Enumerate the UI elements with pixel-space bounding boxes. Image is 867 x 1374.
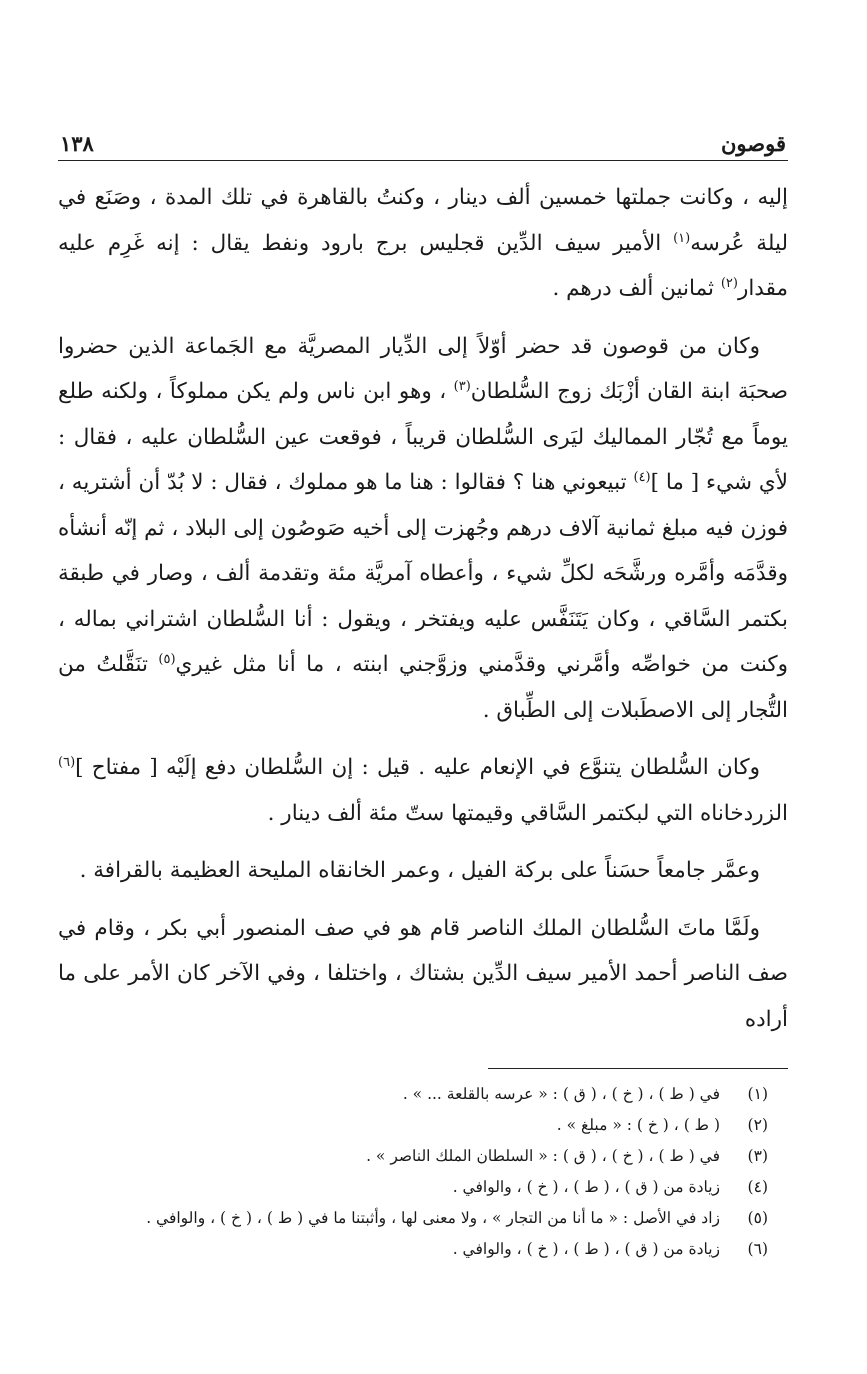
footnote-ref-6[interactable]: (٦) bbox=[58, 754, 76, 770]
main-text bbox=[58, 175, 788, 1042]
footnote-number: (٢) bbox=[747, 1116, 768, 1134]
footnote-text: في ( ط ) ، ( خ ) ، ( ق ) : « السلطان الملك الناصر » . bbox=[366, 1147, 720, 1165]
footnotes bbox=[58, 1079, 788, 1265]
footnote-number: (٥) bbox=[747, 1209, 768, 1227]
footnote-ref-2[interactable]: (٢) bbox=[720, 275, 738, 291]
footnote-item bbox=[58, 1079, 788, 1110]
footnote-divider bbox=[488, 1068, 788, 1069]
text-run: ثمانين ألف درهم . bbox=[552, 276, 721, 301]
page-number: ١٣٨ bbox=[60, 131, 94, 156]
footnote-item bbox=[58, 1234, 788, 1265]
footnote-ref-4[interactable]: (٤) bbox=[633, 469, 651, 485]
footnote-number: (٦) bbox=[747, 1240, 768, 1258]
footnote-item bbox=[58, 1141, 788, 1172]
text-run: الأمير سيف الدِّين قجليس برج بارود ونفط يقال : إنه غَرِم عليه مقدار bbox=[58, 230, 788, 301]
footnote-number: (١) bbox=[747, 1085, 768, 1103]
chapter-title: قوصون bbox=[721, 131, 786, 156]
text-run: وكان السُّلطان يتنوَّع في الإنعام عليه . قيل : إن السُّلطان دفع إلَيْه [ مفتاح ] bbox=[75, 755, 760, 780]
footnote-text: في ( ط ) ، ( خ ) ، ( ق ) : « عرسه بالقلعة ... » . bbox=[402, 1085, 720, 1103]
footnote-item bbox=[58, 1172, 788, 1203]
book-page bbox=[58, 118, 788, 1265]
paragraph-2 bbox=[58, 324, 788, 734]
text-run: ، وهو ابن ناس ولم يكن مملوكاً ، ولكنه طلع يوماً مع تُجّار المماليك ليَرى السُّلطان قريباً ، فوقعت عين السُّلطان عليه ، فقال : لأي شيء [ ما ] bbox=[58, 379, 788, 495]
footnote-number: (٤) bbox=[747, 1178, 768, 1196]
text-run: إليه ، وكانت جملتها خمسين ألف دينار ، وكنتُ بالقاهرة في تلك المدة ، وصَنَع في ليلة عُرسه bbox=[58, 185, 788, 256]
text-run: الزردخاناه التي لبكتمر السَّاقي وقيمتها ستّ مئة ألف دينار . bbox=[267, 800, 788, 826]
footnote-ref-5[interactable]: (٥) bbox=[158, 651, 176, 667]
running-header bbox=[58, 118, 788, 161]
footnote-text: ( ط ) ، ( خ ) : « مبلغ » . bbox=[556, 1116, 720, 1134]
text-run: وكان من قوصون قد حضر أوّلاً إلى الدِّيار المصريَّة مع الجَماعة الذين حضروا صحبَة ابنة القان أزْبَك زوج السُّلطان bbox=[58, 333, 788, 404]
text-run: تبيعوني هنا ؟ فقالوا : هنا ما هو مملوك ، فقال : لا بُدّ أن أشتريه ، فوزن فيه مبلغ ثمانية آلاف درهم وجُهزت إلى أخيه صَوصُون إلى البلاد ، ثم إنّه أنشأه وقدَّمَه وأمَّره ورشَّحَه لكلِّ شيء ، وأعطاه آمريَّة مئة وتقدمة ألف ، وصار في طبقة بكتمر السَّاقي ، وكان يَتَنَفَّس عليه ويفتخر ، ويقول : أنا السُّلطان اشتراني بماله ، وكنت من خواصِّه وأمَّرني وقدَّمني وزوَّجني ابنته ، ما أنا مثل غيري bbox=[58, 470, 788, 677]
footnote-item bbox=[58, 1203, 788, 1234]
paragraph-1 bbox=[58, 175, 788, 312]
footnote-text: زيادة من ( ق ) ، ( ط ) ، ( خ ) ، والوافي . bbox=[452, 1178, 720, 1196]
text-run: تنَقَّلتُ من التُّجار إلى الاصطَبلات إلى الطِّباق . bbox=[58, 652, 788, 723]
paragraph-5 bbox=[58, 906, 788, 1043]
footnote-ref-3[interactable]: (٣) bbox=[453, 378, 471, 394]
footnote-text: زيادة من ( ق ) ، ( ط ) ، ( خ ) ، والوافي . bbox=[452, 1240, 720, 1258]
footnote-number: (٣) bbox=[747, 1147, 768, 1165]
footnote-item bbox=[58, 1110, 788, 1141]
footnote-text: زاد في الأصل : « ما أنا من التجار » ، ولا معنى لها ، وأثبتنا ما في ( ط ) ، ( خ ) ، والوافي . bbox=[146, 1209, 720, 1227]
text-run: وعمَّر جامعاً حسَناً على بركة الفيل ، وعمر الخانقاه المليحة العظيمة بالقرافة . bbox=[79, 858, 760, 883]
footnote-ref-1[interactable]: (١) bbox=[673, 230, 691, 246]
paragraph-3 bbox=[58, 745, 788, 836]
text-run: ولَمَّا ماتَ السُّلطان الملك الناصر قام هو في صف المنصور أبي بكر ، وقام في صف الناصر أحمد الأمير سيف الدِّين بشتاك ، واختلفا ، وفي الآخر كان الأمر على ما أراده bbox=[58, 915, 788, 1032]
paragraph-4 bbox=[58, 848, 788, 894]
